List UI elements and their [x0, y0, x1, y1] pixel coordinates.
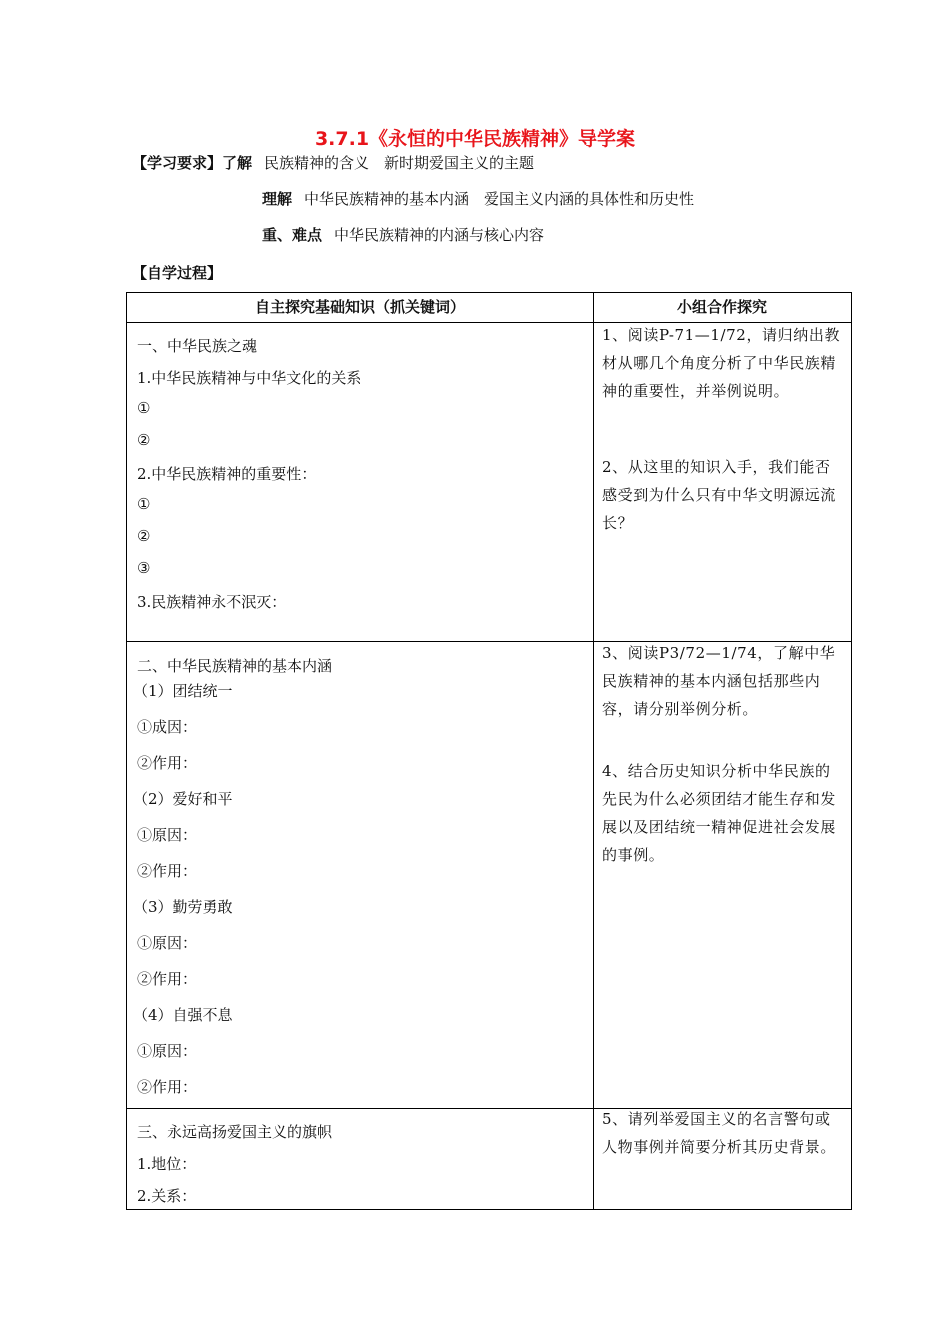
study-table: [126, 292, 852, 1210]
comprehend-label: 理解: [262, 190, 293, 208]
page-title: 3.7.1《永恒的中华民族精神》导学案: [314, 128, 636, 150]
part2-line: ②作用：: [137, 970, 198, 988]
column-divider: [593, 293, 594, 1209]
understand-text: 民族精神的含义 新时期爱国主义的主题: [264, 154, 535, 172]
part2-line: ②作用：: [137, 862, 198, 880]
part2-line: （3）勤劳勇敢: [133, 898, 233, 916]
part2-line: ②作用：: [137, 754, 198, 772]
part3-line: 2.关系：: [137, 1187, 197, 1205]
section-title: 【自学过程】: [132, 264, 223, 282]
part2-heading: 二、中华民族精神的基本内涵: [137, 657, 333, 675]
understand-label: 了解: [222, 154, 253, 172]
question-2: 2、从这里的知识入手，我们能否感受到为什么只有中华文明源远流长？: [602, 458, 837, 532]
part1-line: ③: [137, 559, 151, 577]
part2-line: （2）爱好和平: [133, 790, 233, 808]
requirement-key-points: [262, 224, 544, 245]
requirement-comprehend: [262, 188, 694, 209]
part1-heading: 一、中华民族之魂: [137, 337, 258, 355]
key-text: 中华民族精神的内涵与核心内容: [334, 226, 545, 244]
part1-line: ①: [137, 495, 151, 513]
part1-line: ②: [137, 527, 151, 545]
part2-line: ①原因：: [137, 826, 198, 844]
part2-line: ①原因：: [137, 934, 198, 952]
part2-line: ②作用：: [137, 1078, 198, 1096]
question-3: 3、阅读P3/72—1/74，了解中华民族精神的基本内涵包括那些内容，请分别举例分析。: [602, 644, 836, 718]
question-4: 4、结合历史知识分析中华民族的先民为什么必须团结才能生存和发展以及团结统一精神促进社会发展的事例。: [602, 762, 837, 864]
part1-line: 2.中华民族精神的重要性：: [137, 465, 317, 483]
key-label: 重、难点: [262, 226, 323, 244]
question-5: 5、请列举爱国主义的名言警句或人物事例并简要分析其历史背景。: [602, 1110, 837, 1156]
part2-line: （4）自强不息: [133, 1006, 233, 1024]
part2-line: （1）团结统一: [133, 682, 233, 700]
requirement-understand: [132, 152, 534, 173]
part1-line: ①: [137, 399, 151, 417]
column-header-group-study: 小组合作探究: [676, 298, 767, 316]
part3-heading: 三、永远高扬爱国主义的旗帜: [137, 1123, 333, 1141]
part1-line: ②: [137, 431, 151, 449]
part2-line: ①成因：: [137, 718, 198, 736]
part2-line: ①原因：: [137, 1042, 198, 1060]
part1-line: 3.民族精神永不泯灭：: [137, 593, 287, 611]
part3-line: 1.地位：: [137, 1155, 197, 1173]
question-1: 1、阅读P-71—1/72，请归纳出教材从哪几个角度分析了中华民族精神的重要性，并举例说明。: [602, 326, 841, 400]
part1-line: 1.中华民族精神与中华文化的关系: [137, 369, 362, 387]
requirements-heading: 【学习要求】: [132, 154, 223, 172]
column-header-self-study: 自主探究基础知识（抓关键词）: [254, 298, 465, 316]
comprehend-text: 中华民族精神的基本内涵 爱国主义内涵的具体性和历史性: [304, 190, 695, 208]
